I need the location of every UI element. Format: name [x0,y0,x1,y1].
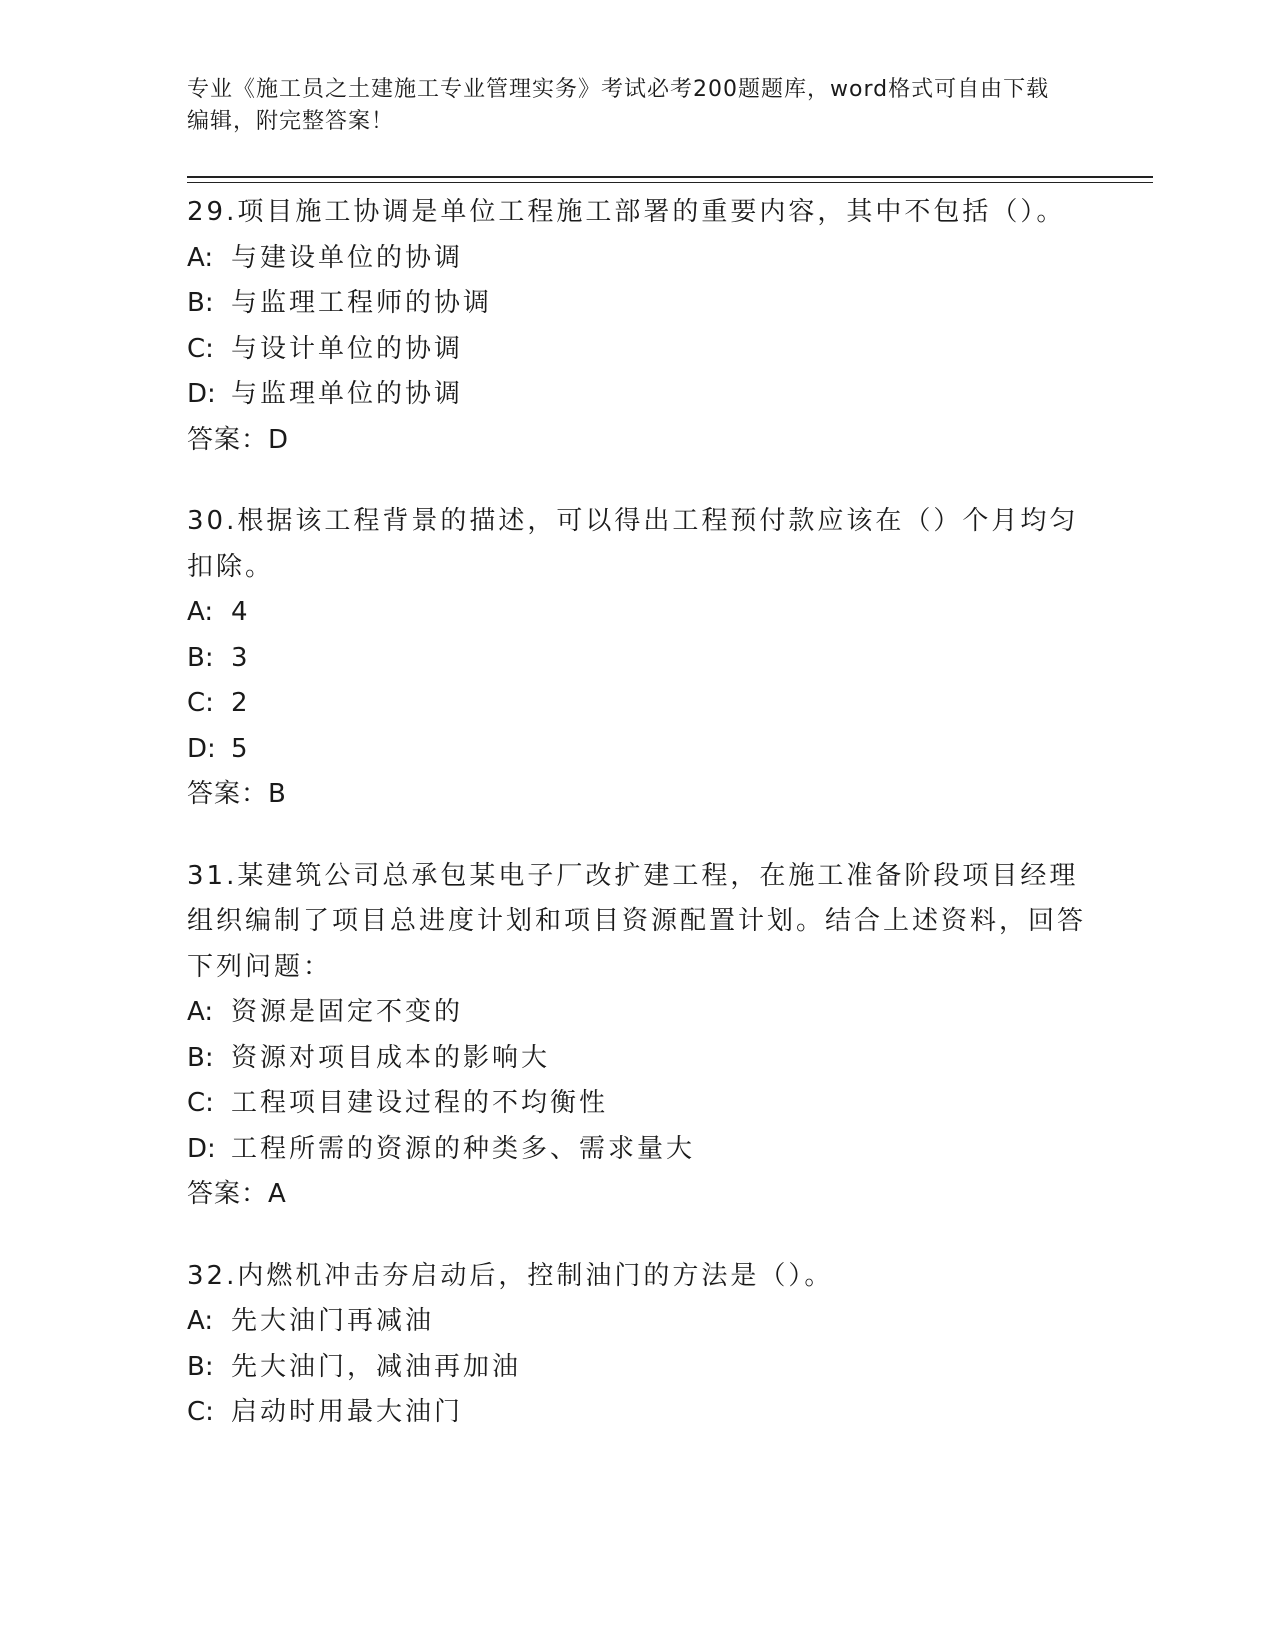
option-b [187,636,1087,682]
option-key: A: [187,597,214,627]
option-key: A: [187,1306,214,1336]
question-stem: 30.根据该工程背景的描述，可以得出工程预付款应该在（）个月均匀扣除。 [187,506,1079,582]
option-d [187,372,1087,418]
option-c [187,1390,1087,1436]
option-key: C: [187,1088,214,1118]
question-stem: 29.项目施工协调是单位工程施工部署的重要内容，其中不包括（）。 [187,197,1066,227]
option-a [187,236,1087,282]
option-text: 与建设单位的协调 [231,242,464,273]
option-key: B: [187,1042,214,1073]
option-a [187,1299,1087,1345]
option-key: D: [187,733,216,764]
option-c [187,1081,1087,1127]
document-header: 专业《施工员之土建施工专业管理实务》考试必考200题题库，word格式可自由下载编辑，附完整答案！ [187,77,1050,134]
question-stem: 32.内燃机冲击夯启动后，控制油门的方法是（）。 [187,1260,834,1291]
option-key: A: [187,997,214,1027]
option-a [187,590,1087,636]
option-key: B: [187,642,214,673]
header-divider-thin [187,182,1153,183]
option-text: 启动时用最大油门 [231,1397,464,1427]
question-30 [187,499,1087,818]
option-text: 5 [231,733,251,764]
question-list [187,190,1087,1472]
option-text: 资源对项目成本的影响大 [231,1042,551,1073]
option-text: 与监理单位的协调 [231,379,464,409]
option-text: 4 [231,597,251,627]
option-text: 与监理工程师的协调 [231,288,493,318]
header-divider-thick [187,176,1153,178]
option-text: 工程所需的资源的种类多、需求量大 [231,1133,696,1164]
option-b [187,1345,1087,1391]
question-29 [187,190,1087,463]
option-b [187,1036,1087,1082]
option-key: B: [187,288,214,318]
option-key: C: [187,1397,214,1427]
option-a [187,990,1087,1036]
option-text: 2 [231,688,251,718]
option-key: D: [187,1133,216,1164]
option-c [187,681,1087,727]
option-text: 3 [231,642,251,673]
option-key: D: [187,379,216,409]
option-text: 资源是固定不变的 [231,997,464,1027]
option-key: C: [187,333,214,364]
answer-line: 答案：A [187,1179,287,1209]
answer-line: 答案：B [187,779,287,809]
option-text: 工程项目建设过程的不均衡性 [231,1088,609,1118]
option-text: 先大油门，减油再加油 [231,1351,522,1382]
option-key: A: [187,242,214,273]
option-text: 与设计单位的协调 [231,333,464,364]
question-31 [187,854,1087,1218]
option-text: 先大油门再减油 [231,1306,435,1336]
answer-line: 答案：D [187,424,290,455]
option-d [187,1127,1087,1173]
question-stem: 31.某建筑公司总承包某电子厂改扩建工程，在施工准备阶段项目经理组织编制了项目总进度计划和项目资源配置计划。结合上述资料，回答下列问题： [187,860,1087,982]
option-key: B: [187,1351,214,1382]
option-c [187,327,1087,373]
option-b [187,281,1087,327]
question-32 [187,1254,1087,1436]
option-d [187,727,1087,773]
option-key: C: [187,688,214,718]
